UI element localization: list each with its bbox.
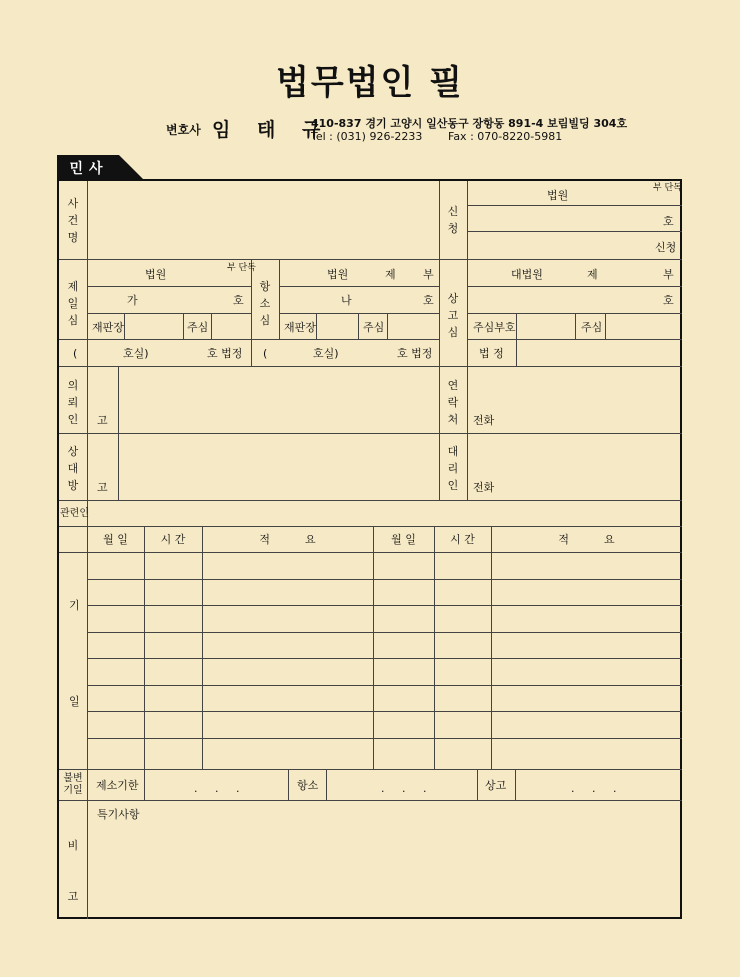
category-tab-label: 민사 [69, 161, 109, 177]
supreme-deadline-value[interactable]: . . . [571, 782, 617, 795]
client-label: 의 뢰 인 [67, 379, 79, 426]
application-label: 신 청 [447, 205, 459, 235]
supreme-bu: 부 [663, 268, 674, 281]
client-field[interactable] [120, 368, 437, 431]
application-court: 법원 [547, 189, 569, 202]
first-paren: ( [73, 347, 78, 360]
client-go: 고 [97, 414, 108, 427]
application-bu-danduk: 부 단독 [653, 183, 682, 193]
appeal-label: 항 소 심 [259, 280, 271, 327]
appeal-judge-label: 주심 [363, 321, 385, 334]
appeal-bu: 부 [423, 268, 434, 281]
first-bu-danduk: 부 단독 [227, 263, 256, 273]
application-apply: 신청 [655, 241, 677, 254]
special-notes-label: 특기사항 [97, 808, 140, 821]
supreme-judge-label: 주심 [581, 321, 603, 334]
contact-phone: 전화 [473, 414, 495, 427]
schedule-header-date-2: 월 일 [391, 533, 416, 546]
application-ho: 호 [663, 215, 674, 228]
appeal-presiding-judge-label: 재판장 [284, 321, 316, 334]
related-label: 관련인 [60, 508, 89, 519]
contact-label: 연 락 처 [447, 379, 459, 426]
first-ho: 호 [233, 294, 244, 307]
agent-phone: 전화 [473, 481, 495, 494]
lawyer-name: 임 태 규 [212, 119, 331, 141]
opponent-go: 고 [97, 481, 108, 494]
appeal-je: 제 [385, 268, 396, 281]
filing-deadline-label: 제소기한 [96, 779, 139, 792]
schedule-label-gi: 기 [69, 599, 80, 612]
first-ga: 가 [127, 294, 138, 307]
lawyer-label: 변호사 [166, 123, 201, 137]
related-field[interactable] [89, 502, 680, 524]
appeal-deadline-value[interactable]: . . . [381, 782, 427, 795]
supreme-je: 제 [587, 268, 598, 281]
first-courtroom: 호 법정 [207, 347, 243, 360]
first-room: 호실) [123, 347, 149, 360]
remarks-field[interactable] [89, 825, 680, 917]
supreme-ho: 호 [663, 294, 674, 307]
appeal-ho: 호 [423, 294, 434, 307]
appeal-paren: ( [263, 347, 268, 360]
supreme-label: 상 고 심 [447, 292, 459, 339]
appeal-courtroom: 호 법정 [397, 347, 433, 360]
schedule-label-il: 일 [69, 695, 80, 708]
case-name-field[interactable] [89, 183, 437, 257]
first-court: 법원 [145, 268, 167, 281]
supreme-judge-section-label: 주심부호 [473, 321, 516, 334]
first-presiding-judge-label: 재판장 [92, 321, 124, 334]
appeal-room: 호실) [313, 347, 339, 360]
filing-deadline-value[interactable]: . . . [194, 782, 240, 795]
case-name-label: 사 건 명 [67, 197, 79, 244]
deadline-label: 불변 기일 [63, 773, 83, 796]
first-instance-label: 제 일 심 [67, 280, 79, 327]
supreme-court: 대법원 [511, 268, 543, 281]
remarks-label: 비 고 [67, 839, 79, 903]
address: 410-837 경기 고양시 일산동구 장항동 891-4 보림빌딩 304호 [311, 117, 628, 130]
opponent-label: 상 대 방 [67, 445, 79, 492]
page-title: 법무법인 필 [275, 63, 465, 103]
schedule-header-summary-1: 적 요 [259, 533, 316, 546]
first-judge-label: 주심 [187, 321, 209, 334]
telephone: Tel : (031) 926-2233 [311, 130, 423, 143]
schedule-header-date-1: 월 일 [103, 533, 128, 546]
supreme-courtroom: 법 정 [479, 347, 504, 360]
agent-label: 대 리 인 [447, 445, 459, 492]
supreme-deadline-label: 상고 [485, 779, 507, 792]
appeal-deadline-label: 항소 [297, 779, 319, 792]
fax: Fax : 070-8220-5981 [448, 130, 563, 143]
appeal-court: 법원 [327, 268, 349, 281]
schedule-header-time-1: 시 간 [160, 533, 186, 546]
appeal-na: 나 [341, 294, 352, 307]
schedule-header-time-2: 시 간 [450, 533, 475, 546]
schedule-header-summary-2: 적 요 [558, 533, 615, 546]
case-form [57, 179, 682, 919]
opponent-field[interactable] [120, 435, 437, 498]
